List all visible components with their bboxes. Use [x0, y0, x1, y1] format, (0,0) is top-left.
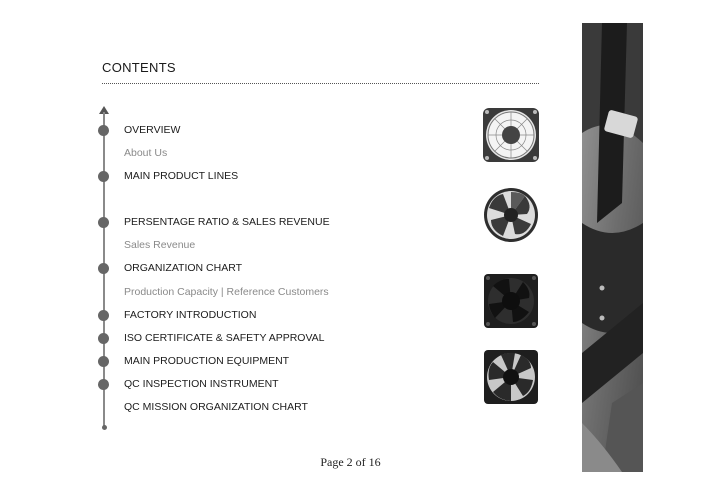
bullet-qc-inspection	[98, 379, 109, 390]
bullet-factory-introduction	[98, 310, 109, 321]
ac-fan-image-1	[481, 106, 541, 164]
toc-item-qc-mission[interactable]: QC MISSION ORGANIZATION CHART	[124, 401, 308, 413]
toc-item-organization-chart[interactable]: ORGANIZATION CHART	[124, 262, 243, 274]
fan-closeup-photo	[582, 23, 643, 472]
bullet-iso-certificate	[98, 333, 109, 344]
bullet-main-product-lines	[98, 171, 109, 182]
bullet-organization-chart	[98, 263, 109, 274]
title-divider	[102, 83, 539, 84]
toc-item-main-product-lines[interactable]: MAIN PRODUCT LINES	[124, 170, 239, 182]
toc-item-qc-inspection[interactable]: QC INSPECTION INSTRUMENT	[124, 378, 279, 390]
page-title: CONTENTS	[102, 60, 176, 75]
toc-item-factory-introduction[interactable]: FACTORY INTRODUCTION	[124, 309, 257, 321]
toc-item-production-capacity[interactable]: Production Capacity | Reference Customers	[124, 286, 329, 298]
page-number: Page 2 of 16	[320, 455, 381, 469]
bullet-overview	[98, 125, 109, 136]
dc-fan-image-1	[481, 272, 541, 330]
side-photo	[582, 23, 643, 472]
toc-item-iso-certificate[interactable]: ISO CERTIFICATE & SAFETY APPROVAL	[124, 332, 325, 344]
dc-fan-image-2	[481, 348, 541, 406]
ac-fan-image-2	[481, 186, 541, 244]
bullet-percentage-ratio	[98, 217, 109, 228]
toc-item-about-us[interactable]: About Us	[124, 147, 168, 159]
toc-item-overview[interactable]: OVERVIEW	[124, 124, 181, 136]
toc-item-main-production-equipment[interactable]: MAIN PRODUCTION EQUIPMENT	[124, 355, 290, 367]
toc-item-percentage-ratio[interactable]: PERSENTAGE RATIO & SALES REVENUE	[124, 216, 330, 228]
timeline-end-dot	[102, 425, 107, 430]
toc-item-sales-revenue[interactable]: Sales Revenue	[124, 239, 196, 251]
bullet-main-production-equipment	[98, 356, 109, 367]
